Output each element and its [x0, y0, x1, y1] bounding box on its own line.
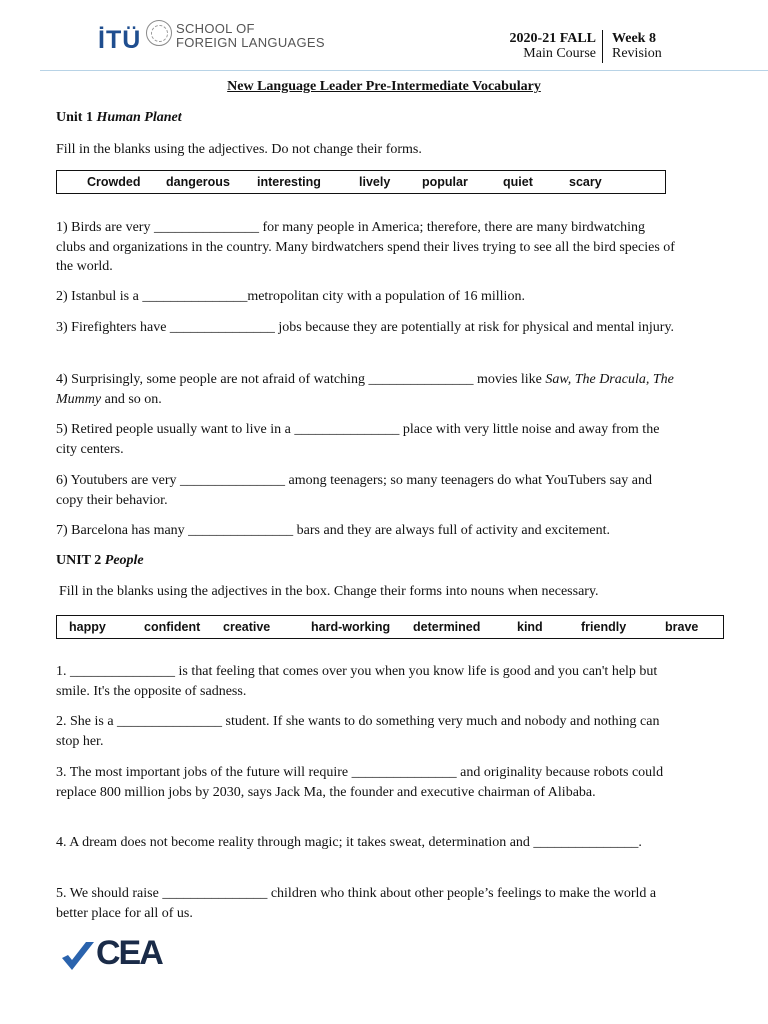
unit1-q4-end: and so on.: [101, 391, 162, 407]
unit2-word: hard-working: [311, 620, 391, 634]
unit1-word: quiet: [503, 175, 533, 189]
unit2-instructions: Fill in the blanks using the adjectives in the box. Change their forms into nouns when necessary.: [59, 584, 599, 599]
unit1-word: lively: [359, 175, 391, 189]
unit1-q4-films: Saw, The Dracula, The Mummy: [56, 372, 674, 407]
course-label: Main Course: [523, 46, 596, 61]
unit2-word: friendly: [581, 620, 627, 634]
unit1-word-box: [56, 170, 666, 194]
unit1-label: Unit 1: [56, 110, 93, 125]
unit2-question-2: 2. She is a _______________ student. If she wants to do something very much and nobody and nothing can stop her.: [56, 714, 660, 749]
document-title: New Language Leader Pre-Intermediate Vocabulary: [227, 79, 541, 94]
school-name-line1: SCHOOL OF: [176, 21, 255, 36]
unit2-question-4: 4. A dream does not become reality through magic; it takes sweat, determination and _______________.: [56, 835, 642, 850]
school-name-line2: FOREIGN LANGUAGES: [176, 35, 325, 50]
unit1-question-3: 3) Firefighters have _______________ jobs because they are potentially at risk for physical and mental injury.: [56, 320, 675, 335]
unit2-word: kind: [517, 620, 543, 634]
unit1-question-6: 6) Youtubers are very _______________ among teenagers; so many teenagers do what YouTubers say and copy their behavior.: [56, 473, 652, 508]
unit1-question-4: [56, 370, 676, 409]
unit2-word: brave: [665, 620, 699, 634]
unit2-question-3: 3. The most important jobs of the future will require _______________ and originality because robots could replace 800 million jobs by 2030, says Jack Ma, the founder and executive chairman of Alibaba.: [56, 765, 664, 800]
unit2-heading: [56, 553, 144, 569]
unit1-word: interesting: [257, 175, 321, 189]
unit2-label: UNIT 2: [56, 553, 102, 568]
unit1-question-1: 1) Birds are very _______________ for many people in America; therefore, there are many birdwatching clubs and organizations in the country. Many birdwatchers spend their lives trying to see all the bird species of the world.: [56, 220, 675, 275]
school-name: [176, 22, 325, 50]
term-label: 2020-21 FALL: [509, 31, 596, 46]
unit2-question-5: 5. We should raise _______________ children who think about other people’s feelings to make the world a better place for all of us.: [56, 886, 657, 921]
unit2-word: determined: [413, 620, 481, 634]
cea-logo: CEA: [96, 934, 162, 972]
section-label: Revision: [612, 46, 662, 61]
unit2-question-1: 1. _______________ is that feeling that comes over you when you know life is good and you can't help but smile. It's the opposite of sadness.: [56, 664, 658, 699]
itu-logo: İTÜ: [98, 26, 142, 54]
unit2-word: confident: [144, 620, 201, 634]
unit1-question-5: 5) Retired people usually want to live in a _______________ place with very little noise and away from the city centers.: [56, 422, 660, 457]
unit1-question-2: 2) Istanbul is a _______________metropolitan city with a population of 16 million.: [56, 289, 525, 304]
unit1-instructions: Fill in the blanks using the adjectives. Do not change their forms.: [56, 142, 422, 157]
unit1-name: Human Planet: [96, 110, 182, 125]
header-rule: [40, 70, 768, 71]
university-seal-icon: [146, 20, 172, 46]
unit1-question-7: 7) Barcelona has many _______________ bars and they are always full of activity and excitement.: [56, 523, 610, 538]
unit2-word: happy: [69, 620, 106, 634]
header-divider: [602, 30, 603, 63]
unit1-heading: [56, 110, 182, 126]
unit2-word-box: [56, 615, 724, 639]
unit2-word: creative: [223, 620, 271, 634]
unit1-q4-start: 4) Surprisingly, some people are not afraid of watching _______________ movies like: [56, 372, 546, 387]
unit2-name: People: [104, 553, 144, 568]
week-label: Week 8: [612, 31, 656, 46]
unit1-word: scary: [569, 175, 602, 189]
unit1-word: Crowded: [87, 175, 141, 189]
unit1-word: dangerous: [166, 175, 230, 189]
unit1-word: popular: [422, 175, 468, 189]
